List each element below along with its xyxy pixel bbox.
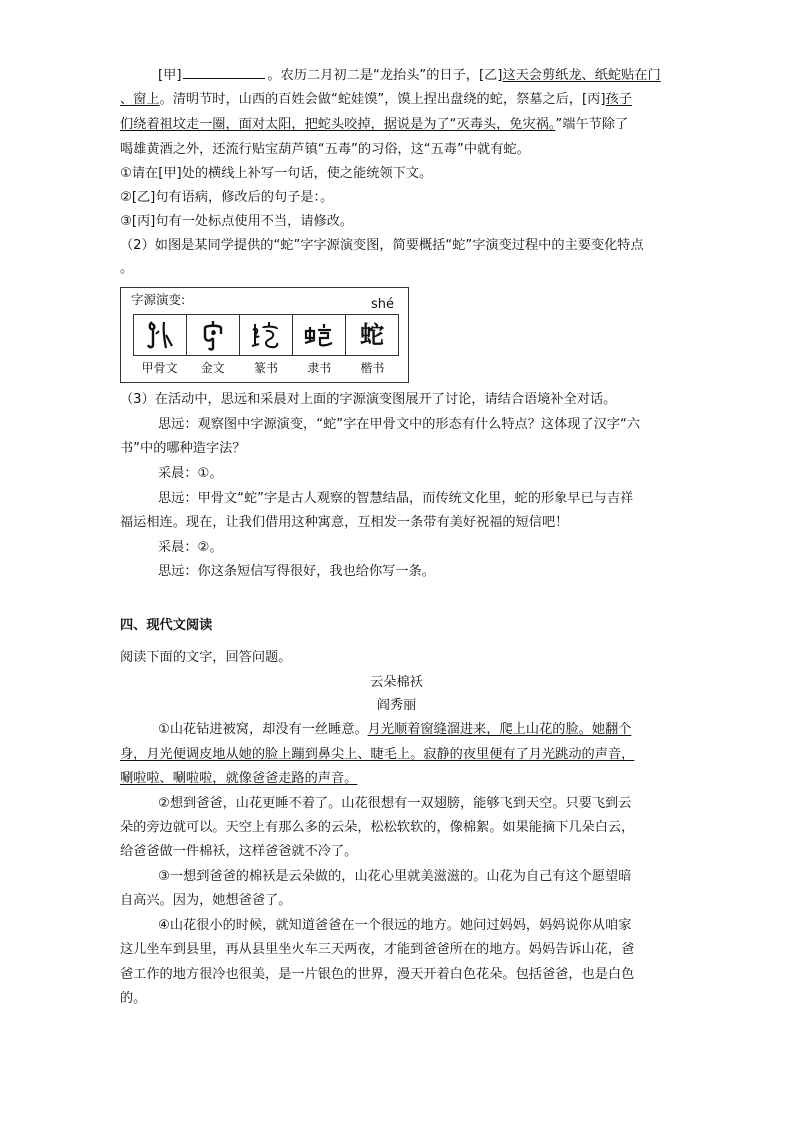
script-label: 隶书 [307, 361, 332, 375]
glyph-cell-bronze [186, 315, 239, 355]
underlined-sentence-bing: 孩子 [605, 92, 632, 107]
story-title: 云朵棉袄 [370, 675, 423, 690]
story-line: 自高兴。因为，她想爸爸了。 [120, 893, 292, 908]
script-label: 甲骨文 [141, 361, 178, 375]
etymology-title: 字源演变: [131, 292, 186, 307]
section-instruction: 阅读下面的文字，回答问题。 [120, 650, 292, 665]
bronze-snake-glyph [196, 318, 230, 352]
section-heading: 四、现代文阅读 [120, 618, 213, 633]
dialogue-line: 采晨：①。 [158, 466, 223, 481]
answer-blank[interactable] [183, 65, 265, 79]
underlined-passage: 月光顺着窗缝溜进来，爬上山花的脸。她翻个 [367, 722, 632, 737]
passage-line: 们绕着祖坟走一圈，面对太阳，把蛇头咬掉，据说是为了“灭毒头，免灾祸。”端午节除了 [120, 117, 629, 132]
story-line: 这儿坐车到县里，再从县里坐火车三天两夜，才能到爸爸所在的地方。妈妈告诉山花，爸 [120, 942, 635, 957]
passage-line: 、窗上。清明节时，山西的百姓会做“蛇娃馍”，馍上捏出盘绕的蛇，祭墓之后，[丙]孩子 [120, 92, 632, 107]
dialogue-line: 思远：观察图中字源演变，“蛇”字在甲骨文中的形态有什么特点？这体现了汉字“六 [158, 417, 641, 432]
pinyin-label: shé [370, 297, 394, 312]
question-item: ③[丙]句有一处标点使用不当，请修改。 [120, 214, 354, 229]
oracle-bone-snake-glyph [143, 318, 177, 352]
script-label: 楷书 [360, 361, 385, 375]
story-author: 阎秀丽 [376, 698, 417, 713]
dialogue-line: 采晨：②。 [158, 540, 223, 555]
glyph-cell-oracle [134, 315, 186, 355]
script-labels [133, 360, 399, 376]
story-paragraph-2: ②想到爸爸，山花更睡不着了。山花很想有一双翅膀，能够飞到天空。只要飞到云 [158, 796, 632, 811]
dialogue-line: 思远：甲骨文“蛇”字是古人观察的智慧结晶，而传统文化里，蛇的形象早已与吉祥 [158, 491, 634, 506]
glyph-row [133, 314, 399, 356]
story-line: 爸工作的地方很冷也很美，是一片银色的世界，漫天开着白色花朵。包括爸爸，也是白色 [120, 967, 635, 982]
story-line: 的。 [120, 991, 147, 1006]
glyph-cell-clerical [292, 315, 345, 355]
underlined-sentence-yi: 这天会剪纸龙、纸蛇贴在门 [502, 68, 661, 83]
story-line: 朵的旁边就可以。天空上有那么多的云朵，松松软软的，像棉絮。如果能摘下几朵白云， [120, 820, 635, 835]
question-item: ①请在[甲]处的横线上补写一句话，使之能统领下文。 [120, 166, 433, 181]
story-paragraph-1: ①山花钻进被窝，却没有一丝睡意。月光顺着窗缝溜进来，爬上山花的脸。她翻个 [158, 722, 632, 737]
dialogue-line: 书”中的哪种造字法？ [120, 441, 246, 456]
passage-line: [甲] 。农历二月初二是“龙抬头”的日子，[乙]这天会剪纸龙、纸蛇贴在门 [158, 65, 661, 86]
blank-label-jia: [甲] [158, 68, 182, 83]
story-line: 给爸爸做一件棉袄，这样爸爸就不冷了。 [120, 844, 358, 859]
story-paragraph-4: ④山花很小的时候，就知道爸爸在一个很远的地方。她问过妈妈，妈妈说你从咱家 [158, 918, 632, 933]
question-item: ②[乙]句有语病，修改后的句子是：。 [120, 190, 334, 205]
etymology-figure [120, 287, 409, 383]
passage-line: 喝雄黄酒之外，还流行贴宝葫芦镇“五毒”的习俗，这“五毒”中就有蛇。 [120, 142, 530, 157]
regular-script-char: 蛇 [360, 320, 384, 349]
glyph-cell-regular [345, 315, 398, 355]
story-paragraph-3: ③一想到爸爸的棉袄是云朵做的，山花心里就美滋滋的。山花为自己有这个愿望暗 [158, 869, 632, 884]
question-2-text-end: 。 [120, 261, 134, 276]
script-label: 篆书 [254, 361, 279, 375]
dialogue-line: 福运相连。现在，让我们借用这种寓意，互相发一条带有美好祝福的短信吧！ [120, 515, 569, 530]
dialogue-line: 思远：你这条短信写得很好，我也给你写一条。 [158, 564, 435, 579]
question-2-text: （2）如图是某同学提供的“蛇”字字源演变图，简要概括“蛇”字演变过程中的主要变化特点 [120, 238, 644, 253]
clerical-snake-glyph [302, 318, 336, 352]
underlined-passage: 唰啦啦、唰啦啦，就像爸爸走路的声音。 [120, 771, 358, 786]
script-label: 金文 [200, 361, 225, 375]
underlined-sentence-yi: 、窗上 [120, 92, 160, 107]
glyph-cell-seal [239, 315, 292, 355]
underlined-sentence-bing: 们绕着祖坟走一圈，面对太阳，把蛇头咬掉，据说是为了“灭毒头，免灾祸。 [120, 117, 556, 132]
question-3-text: （3）在活动中，思远和采晨对上面的字源演变图展开了讨论，请结合语境补全对话。 [120, 392, 617, 407]
underlined-passage: 身，月光便调皮地从她的脸上蹦到鼻尖上、睫毛上。寂静的夜里便有了月光跳动的声音， [120, 747, 635, 762]
seal-script-snake-glyph [249, 318, 283, 352]
